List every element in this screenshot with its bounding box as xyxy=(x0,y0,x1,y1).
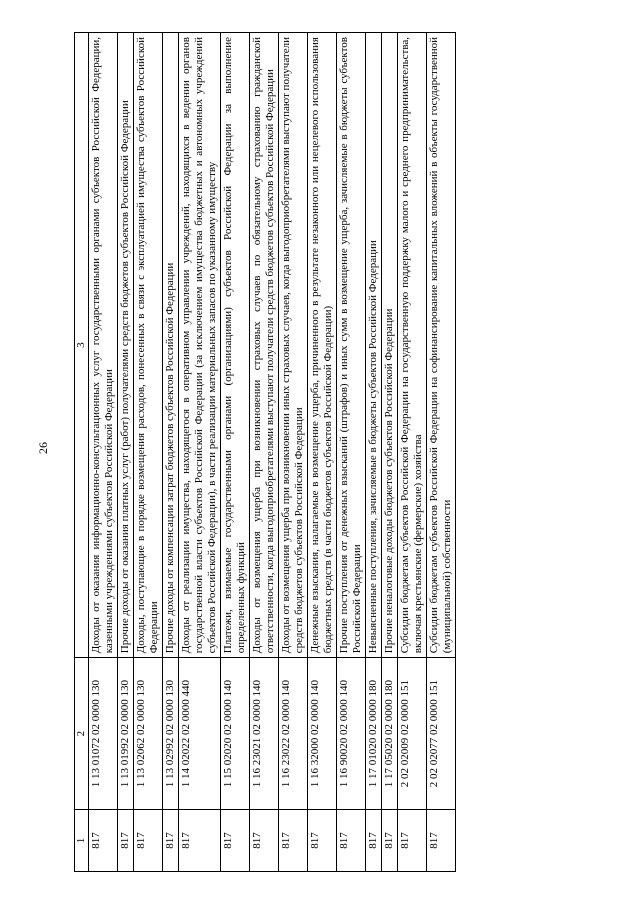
revenue-name-cell: Невыясненные поступления, зачисляемые в бюджеты субъектов Российской Федерации xyxy=(366,33,382,658)
revenue-name-cell: Доходы, поступающие в порядке возмещения расходов, понесенных в связи с эксплуатацией имущества субъектов Российской Федерации xyxy=(134,33,163,658)
admin-code-cell: 817 xyxy=(250,810,279,872)
admin-code-cell: 817 xyxy=(89,810,118,872)
header-col-1: 1 xyxy=(75,810,89,872)
revenue-name-cell: Прочие доходы от оказания платных услуг (работ) получателями средств бюджетов субъектов Российской Федерации xyxy=(118,33,134,658)
revenue-name-cell: Субсидии бюджетам субъектов Российской Федерации на государственную поддержку малого и среднего предпринимательства, включая крестьянские (фермерские) хозяйства xyxy=(398,33,427,658)
table-row xyxy=(118,33,134,872)
admin-code-cell: 817 xyxy=(382,810,398,872)
table-row xyxy=(279,33,308,872)
table-row xyxy=(398,33,427,872)
budget-code-cell: 2 02 02077 02 0000 151 xyxy=(427,658,456,810)
rotated-page-content xyxy=(74,32,554,872)
revenue-name-cell: Прочие доходы от компенсации затрат бюджетов субъектов Российской Федерации xyxy=(163,33,179,658)
revenue-codes-table xyxy=(74,32,456,872)
budget-code-cell: 1 17 05020 02 0000 180 xyxy=(382,658,398,810)
budget-code-cell: 1 13 02062 02 0000 130 xyxy=(134,658,163,810)
budget-code-cell: 1 14 02022 02 0000 440 xyxy=(179,658,221,810)
table-row xyxy=(427,33,456,872)
table-row xyxy=(337,33,366,872)
admin-code-cell: 817 xyxy=(221,810,250,872)
table-row xyxy=(308,33,337,872)
budget-code-cell: 1 13 02992 02 0000 130 xyxy=(163,658,179,810)
header-col-2: 2 xyxy=(75,658,89,810)
admin-code-cell: 817 xyxy=(366,810,382,872)
header-col-3: 3 xyxy=(75,33,89,658)
revenue-name-cell: Платежи, взимаемые государственными органами (организациями) субъектов Российской Федерации за выполнение определенных функций xyxy=(221,33,250,658)
revenue-name-cell: Прочие неналоговые доходы бюджетов субъектов Российской Федерации xyxy=(382,33,398,658)
revenue-name-cell: Доходы от возмещения ущерба при возникновении страховых случаев по обязательному страхованию гражданской ответственности, когда выгодоприобретателями выступают получатели средств бюджетов субъектов Российской Федерации xyxy=(250,33,279,658)
table-row xyxy=(163,33,179,872)
admin-code-cell: 817 xyxy=(308,810,337,872)
budget-code-cell: 2 02 02009 02 0000 151 xyxy=(398,658,427,810)
table-row xyxy=(89,33,118,872)
revenue-name-cell: Денежные взыскания, налагаемые в возмещение ущерба, причиненного в результате незаконного или нецелевого использования бюджетных средств (в части бюджетов субъектов Российской Федерации) xyxy=(308,33,337,658)
table-row xyxy=(134,33,163,872)
table-row xyxy=(250,33,279,872)
budget-code-cell: 1 16 23021 02 0000 140 xyxy=(250,658,279,810)
table-body xyxy=(89,33,456,872)
admin-code-cell: 817 xyxy=(163,810,179,872)
budget-code-cell: 1 16 32000 02 0000 140 xyxy=(308,658,337,810)
table-row xyxy=(382,33,398,872)
page-number: 26 xyxy=(36,442,50,454)
revenue-name-cell: Субсидии бюджетам субъектов Российской Федерации на софинансирование капитальных вложений в объекты государственной (муниципальной) собственности xyxy=(427,33,456,658)
revenue-name-cell: Доходы от возмещения ущерба при возникновении иных страховых случаев, когда выгодоприобретателями выступают получатели средств бюджетов субъектов Российской Федерации xyxy=(279,33,308,658)
budget-code-cell: 1 15 02020 02 0000 140 xyxy=(221,658,250,810)
budget-code-cell: 1 16 90020 02 0000 140 xyxy=(337,658,366,810)
table-row xyxy=(366,33,382,872)
admin-code-cell: 817 xyxy=(134,810,163,872)
admin-code-cell: 817 xyxy=(427,810,456,872)
revenue-name-cell: Доходы от оказания информационно-консультационных услуг государственными органами субъектов Российской Федерации, казенными учреждениями субъектов Российской Федерации xyxy=(89,33,118,658)
table-row xyxy=(179,33,221,872)
budget-code-cell: 1 16 23022 02 0000 140 xyxy=(279,658,308,810)
admin-code-cell: 817 xyxy=(337,810,366,872)
admin-code-cell: 817 xyxy=(118,810,134,872)
budget-code-cell: 1 17 01020 02 0000 180 xyxy=(366,658,382,810)
budget-code-cell: 1 13 01992 02 0000 130 xyxy=(118,658,134,810)
admin-code-cell: 817 xyxy=(279,810,308,872)
revenue-name-cell: Прочие поступления от денежных взысканий (штрафов) и иных сумм в возмещение ущерба, зачисляемые в бюджеты субъектов Российской Федерации xyxy=(337,33,366,658)
admin-code-cell: 817 xyxy=(398,810,427,872)
budget-code-cell: 1 13 01072 02 0000 130 xyxy=(89,658,118,810)
table-row xyxy=(221,33,250,872)
revenue-name-cell: Доходы от реализации имущества, находящегося в оперативном управлении учреждений, находящихся в ведении органов государственной власти субъектов Российской Федерации (за исключением имущества бюджетных и автономных учреждений субъектов Российской Федерации), в части реализации материальных запасов по указанному имуществу xyxy=(179,33,221,658)
table-header-row xyxy=(75,33,89,872)
admin-code-cell: 817 xyxy=(179,810,221,872)
